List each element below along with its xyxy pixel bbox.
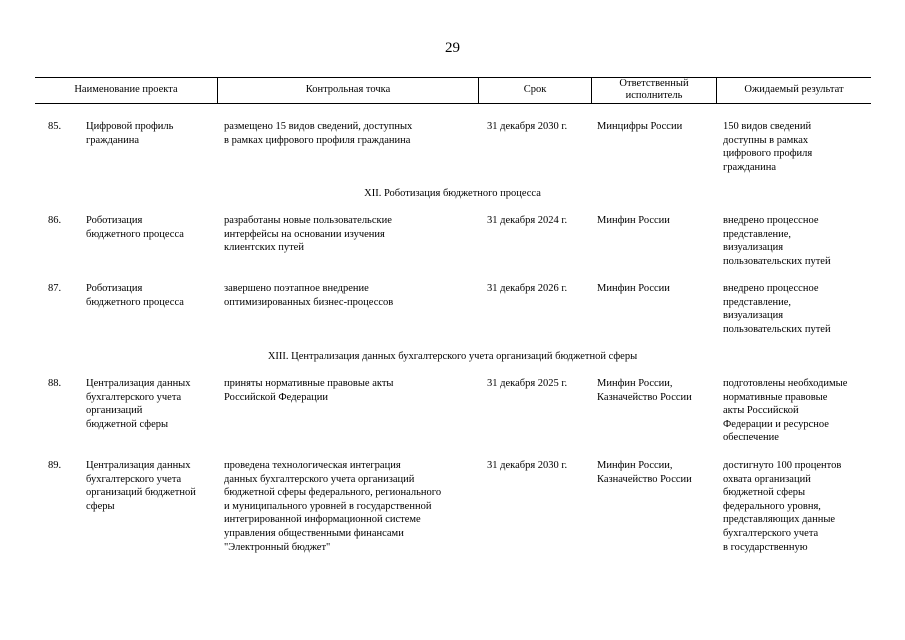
section-heading: XII. Роботизация бюджетного процесса bbox=[364, 188, 541, 199]
responsible: Минфин России, Казначейство России bbox=[597, 460, 692, 485]
header-responsible: Ответственный исполнитель bbox=[619, 78, 689, 101]
deadline: 31 декабря 2025 г. bbox=[487, 378, 568, 389]
deadline: 31 декабря 2030 г. bbox=[487, 121, 568, 132]
header-term: Срок bbox=[523, 84, 547, 95]
responsible: Минцифры России bbox=[597, 121, 683, 132]
header-checkpoint: Контрольная точка bbox=[305, 84, 391, 95]
expected-result: достигнуто 100 процентов охвата организаций бюджетной сферы федерального уровня, представляющих данные бухгалтерского учета в государственную bbox=[723, 460, 842, 553]
project-name: Роботизация бюджетного процесса bbox=[86, 283, 184, 308]
expected-result: внедрено процессное представление, визуализация пользовательских путей bbox=[723, 283, 831, 335]
page-number: 29 bbox=[445, 40, 460, 56]
responsible: Минфин России bbox=[597, 215, 670, 226]
row-number: 86. bbox=[48, 215, 62, 226]
checkpoint: проведена технологическая интеграция данных бухгалтерского учета организаций бюджетной сферы федерального, регионального и муниципального уровней в государственной интегрированной информационной системе управления общественными финансами "Электронный бюджет" bbox=[224, 460, 442, 553]
project-name: Цифровой профиль гражданина bbox=[86, 121, 174, 146]
expected-result: 150 видов сведений доступны в рамках цифрового профиля гражданина bbox=[723, 121, 813, 173]
project-name: Централизация данных бухгалтерского учета организаций бюджетной сферы bbox=[86, 378, 191, 430]
checkpoint: завершено поэтапное внедрение оптимизированных бизнес-процессов bbox=[224, 283, 394, 308]
row-number: 85. bbox=[48, 121, 62, 132]
expected-result: подготовлены необходимые нормативные правовые акты Российской Федерации и ресурсное обеспечение bbox=[723, 378, 848, 444]
checkpoint: разработаны новые пользовательские интерфейсы на основании изучения клиентских путей bbox=[224, 215, 392, 254]
header-project: Наименование проекта bbox=[74, 84, 178, 95]
row-number: 87. bbox=[48, 283, 62, 294]
deadline: 31 декабря 2030 г. bbox=[487, 460, 568, 471]
row-number: 88. bbox=[48, 378, 62, 389]
project-name: Централизация данных бухгалтерского учета организаций бюджетной сферы bbox=[86, 460, 196, 512]
deadline: 31 декабря 2026 г. bbox=[487, 283, 568, 294]
expected-result: внедрено процессное представление, визуализация пользовательских путей bbox=[723, 215, 831, 267]
header-bottom-rule bbox=[35, 103, 871, 104]
responsible: Минфин России bbox=[597, 283, 670, 294]
project-name: Роботизация бюджетного процесса bbox=[86, 215, 184, 240]
header-result: Ожидаемый результат bbox=[744, 84, 844, 95]
deadline: 31 декабря 2024 г. bbox=[487, 215, 568, 226]
checkpoint: размещено 15 видов сведений, доступных в рамках цифрового профиля гражданина bbox=[224, 121, 413, 146]
row-number: 89. bbox=[48, 460, 62, 471]
checkpoint: приняты нормативные правовые акты Российской Федерации bbox=[224, 378, 394, 403]
section-heading: XIII. Централизация данных бухгалтерского учета организаций бюджетной сферы bbox=[267, 351, 638, 362]
responsible: Минфин России, Казначейство России bbox=[597, 378, 692, 403]
